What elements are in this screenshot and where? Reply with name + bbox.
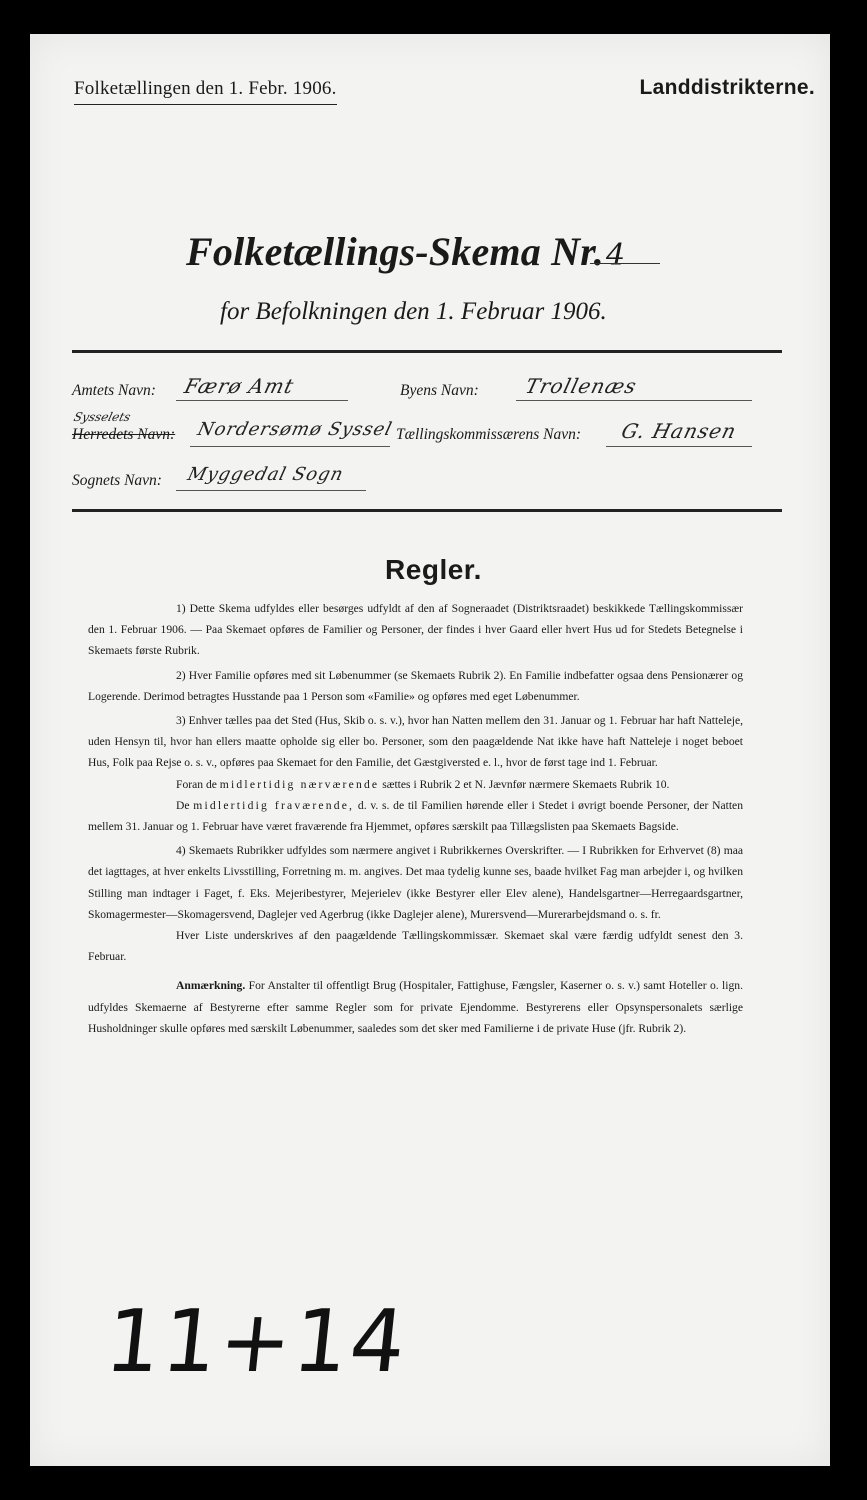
herred-label <box>72 426 175 444</box>
amt-underline <box>176 400 348 401</box>
annotation-text: For Anstalter til offentligt Brug (Hospitaler, Fattighuse, Fængsler, Kaserner o. s. v.) samt Hoteller o. lign. udfyldes Skemaerne af Bestyrerne efter samme Regler som for private Ejendomme. Bestyrerens eller Opsynspersonalets særlige Husholdninger skulle opføres med særskilt Løbenummer, saaledes som det sker med Familierne i de private Huse (jfr. Rubrik 2). <box>88 979 743 1035</box>
annotation <box>88 975 743 1039</box>
rules-text <box>88 598 743 1039</box>
rule-1: 1) Dette Skema udfyldes eller besørges udfyldt af den af Sogneraadet (Distriktsraadet) beskikkede Tællingskommissær den 1. Februar 1906. — Paa Skemaet opføres de Familier og Personer, der findes i hver Gaard eller hvert Hus ud for Stedets Betegnelse i Skemaets første Rubrik. <box>88 602 743 658</box>
rule-3c <box>88 795 743 837</box>
form-title <box>186 228 625 275</box>
amt-label: Amtets Navn: <box>72 382 156 399</box>
kommissaer-value: G. Hansen <box>619 419 740 443</box>
form-subtitle: for Befolkningen den 1. Februar 1906. <box>220 298 607 325</box>
byen-value: Trollenæs <box>523 374 640 398</box>
herred-label-text: Herredets Navn: <box>72 426 176 443</box>
rule-3: 3) Enhver tælles paa det Sted (Hus, Skib o. s. v.), hvor han Natten mellem den 31. Januar og 1. Februar har haft Natteleje, uden Hensyn til, hvor han ellers maatte opholde sig eller bo. Personer, som den paagældende Nat ikke have haft Natteleje i noget beboet Hus, Folk paa Rejse o. s. v., opføres paa Skemaet for den Familie, det Gæstgiversted e. l., hvor de først tage ind 1. Februar. <box>88 714 743 770</box>
rule-3c-post: d. v. s. de til Familien hørende eller i Stedet i øvrigt boende Personer, der Natten mellem 31. Januar og 1. Februar have været fraværende fra Hjemmet, opføres særskilt paa Tillægslisten paa Skemaets Bagside. <box>88 798 743 834</box>
rule-3b <box>88 774 743 795</box>
census-date-header <box>74 78 337 100</box>
byen-underline <box>516 400 752 401</box>
herred-underline <box>190 446 390 447</box>
kommissaer-underline <box>606 446 752 447</box>
top-rule <box>72 350 782 353</box>
header-underline <box>74 104 337 105</box>
form-number-line <box>590 263 660 264</box>
herred-correction: Sysselets <box>72 410 133 424</box>
rule-3b-pre: Foran de <box>176 777 217 791</box>
census-date-text: Folketællingen den 1. Febr. 1906. <box>74 78 337 99</box>
handwritten-count: 11+14 <box>100 1292 413 1392</box>
sogn-value: Myggedal Sogn <box>185 464 346 485</box>
rule-3c-spaced: midlertidig fraværende, <box>193 798 355 812</box>
rule-4: 4) Skemaets Rubrikker udfyldes som nærmere angivet i Rubrikkernes Overskrifter. — I Rubrikken for Erhvervet (8) maa det iagttages, at hver enkelts Livsstilling, Forretning m. m. angives. Det maa tydelig kunne ses, baade hvilket Fag man arbejder i, og hvilken Stilling man indtager i Faget, f. Eks. Mejeribestyrer, Mejerielev (ikke Bestyrer eller Elev alene), Handelsgartner—Herregaardsgartner, Skomagermester—Skomagersvend, Daglejer ved Agerbrug (ikke Daglejer alene), Murersvend—Murerarbejdsmand o. s. fr. <box>88 844 743 921</box>
district-type-header: Landdistrikterne. <box>639 76 815 99</box>
rule-4b: Hver Liste underskrives af den paagældende Tællingskommissær. Skemaet skal være færdig udfyldt senest den 3. Februar. <box>88 929 743 964</box>
sogn-label: Sognets Navn: <box>72 472 162 489</box>
annotation-label: Anmærkning. <box>176 979 246 993</box>
rule-2: 2) Hver Familie opføres med sit Løbenummer (se Skemaets Rubrik 2). En Familie indbefatter ogsaa dens Pensionærer og Logerende. Derimod betragtes Husstande paa 1 Person som «Familie» og opføres med eget Løbenummer. <box>88 668 743 703</box>
rule-3b-spaced: midlertidig nærværende <box>219 777 380 791</box>
form-title-text: Folketællings-Skema Nr. <box>186 229 604 274</box>
byen-label: Byens Navn: <box>400 382 479 399</box>
rule-3b-post: sættes i Rubrik 2 et N. Jævnfør nærmere Skemaets Rubrik 10. <box>382 777 670 791</box>
rules-heading: Regler. <box>385 554 482 585</box>
form-number: 4 <box>605 238 626 273</box>
bottom-rule <box>72 509 782 512</box>
rule-3c-pre: De <box>176 798 190 812</box>
herred-value: Nordersømø Syssel <box>195 419 395 440</box>
sogn-underline <box>176 490 366 491</box>
kommissaer-label: Tællingskommissærens Navn: <box>396 426 582 443</box>
amt-value: Færø Amt <box>182 374 297 398</box>
